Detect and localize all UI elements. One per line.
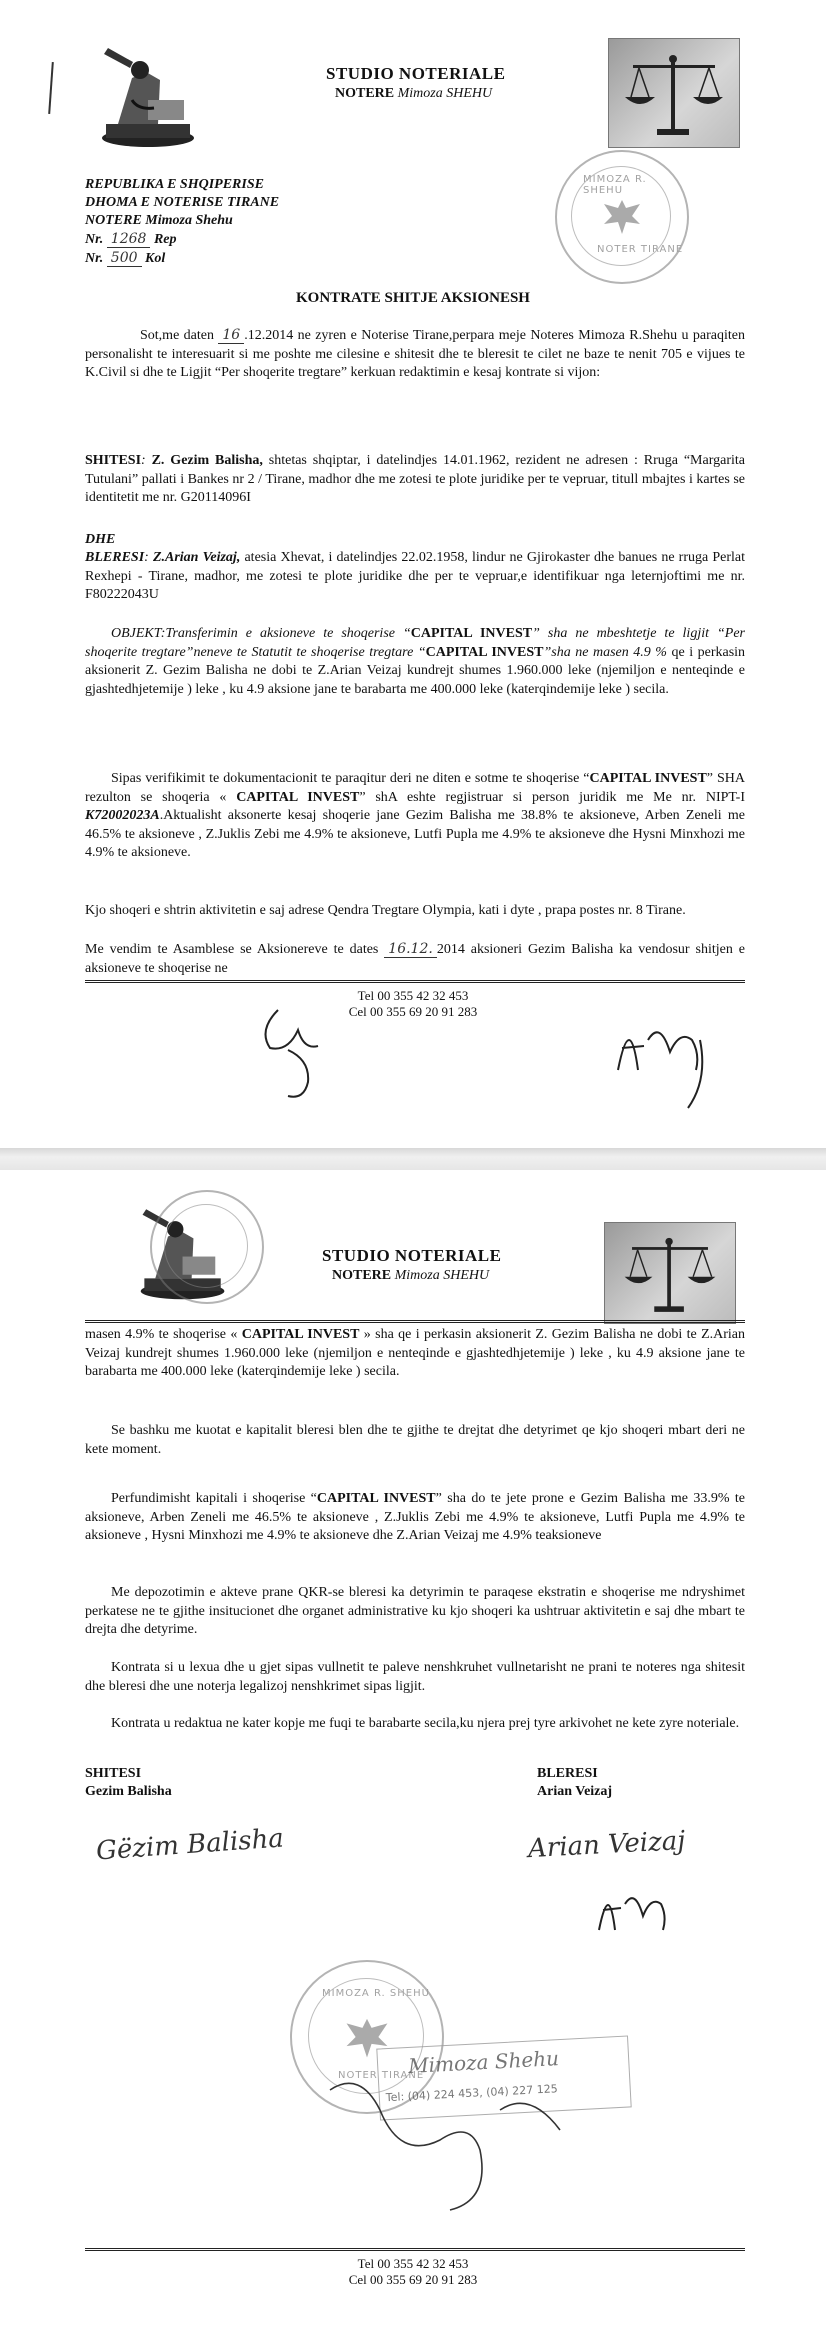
studio-title-2: STUDIO NOTERIALE (322, 1246, 502, 1265)
footer-divider (85, 980, 745, 983)
kuotat-paragraph: Se bashku me kuotat e kapitalit bleresi blen dhe te gjithe te drejtat dhe detyrimet qe kjo shoqeri mbart deri ne kete moment. (85, 1423, 745, 1457)
shitesi-text: shtetas shqiptar, i datelindjes 14.01.1962, rezident ne adresen : Rruga “Margarita Tutulani” pallati i Bankes nr 2 / Tirane, madhor dhe me zotesi te plote juridike per te vepruar, titull mbajtes i kartes se identitetit me nr. G20114096I (85, 453, 746, 506)
notere-line: NOTERE Mimoza Shehu (85, 213, 233, 228)
notary-press-logo (88, 40, 198, 150)
objekt-d: qe i perkasin aksionerit Z. Gezim Balisha ne dobi te Z.Arian Veizaj kundrejt shumes 1.960.000 leke (njemiljon e nenteqinde e gjashtedhjetemije ) leke , ku 4.9 aksione jane te barabarta me 400.000 leke (katerqindemije leke ) secila. (85, 644, 746, 697)
notere-label-2: NOTERE (332, 1268, 392, 1283)
intro-paragraph (85, 326, 745, 383)
objekt-paragraph (85, 625, 745, 699)
shitesi-name: Z. Gezim Balisha, (151, 453, 263, 468)
seller-initials-signature (248, 990, 358, 1110)
notary-header-2 (332, 1268, 489, 1284)
justice-scale-logo (608, 38, 740, 148)
intro-a: Sot,me daten (140, 328, 214, 343)
perf-company: CAPITAL INVEST (316, 1491, 436, 1506)
aktiviteti-paragraph: Kjo shoqeri e shtrin aktivitetin e saj adrese Qendra Tregtare Olympia, kati i dyte , prapa postes nr. 8 Tirane. (85, 903, 686, 918)
shitesi-label: SHITESI (85, 453, 142, 468)
bleresi-paragraph: BLERESI: Z.Arian Veizaj, atesia Xhevat, i datelindjes 22.02.1958, lindur ne Gjirokaster dhe banues ne rruga Perlat Rexhepi - Tirane, madhor, me zotesi te plote juridike dhe per te vepruar,e identifikuar nga leternjoftimi me nr. F80222043U (85, 550, 746, 603)
nr-kol-suffix: Kol (145, 251, 166, 266)
notary-header (335, 86, 492, 102)
verifikim-d: .Aktualisht aksonerte kesaj shoqerie jane Gezim Balisha me 38.8% te aksioneve, Arben Zeneli me 46.5% te aksioneve , Z.Juklis Zebi me 4.9% te aksioneve, Lutfi Pupla me 4.9% te aksioneve dhe Hysni Minxhozi me 4.9% te aksioneve. (85, 808, 745, 861)
seal-ring-text: MIMOZA R. SHEHU (583, 174, 647, 196)
page-separator (0, 1148, 826, 1170)
depozitimi-paragraph: Me depozotimin e akteve prane QKR-se bleresi ka detyrimin te paraqese ekstratin e shoqerise me ndryshimet perkatese ne te gjithe insitucionet dhe organet administrative ku kjo shoqeri ka ushtruar aktivitetin e saj dhe mbart te drejta dhe detyrime. (85, 1585, 745, 1638)
footer-divider-2 (85, 2248, 745, 2251)
objekt-company-2: CAPITAL INVEST (425, 644, 544, 660)
bleresi-label: BLERESI (85, 550, 145, 565)
nr-rep-value: 1268 (107, 231, 151, 248)
footer-tel-2: Tel 00 355 42 32 453 (357, 2256, 469, 2271)
buyer-signature: Arian Veizaj (527, 1825, 687, 1865)
seller-signature: Gëzim Balisha (95, 1823, 285, 1867)
nr-kol-line (85, 249, 279, 268)
justice-scale-logo-2 (604, 1222, 736, 1324)
shitesi-sig-label: SHITESI (85, 1766, 142, 1781)
notary-signature (300, 2050, 590, 2220)
vendim-b: 2014 (436, 942, 465, 957)
nr-rep-line (85, 230, 279, 249)
verifikim-a: Sipas verifikimit te dokumentacionit te paraqitur deri ne diten e sotme te shoqerise “ (111, 771, 590, 786)
document-page-2 (0, 1170, 826, 2338)
bleresi-name: Z.Arian Veizaj, (152, 550, 241, 565)
intro-b: .12.2014 ne zyren e Noterise Tirane,perpara meje Noteres Mimoza R.Shehu u paraqiten personalisht te interesuarit si me poshte me cilesine e shitesit dhe te bleresit te cilet ne baze te nenit 705 e vijues te K.Civil si dhe te Ligjit “Per shoqerite tregtare” kerkuan redaktimin e kesaj kontrate si vijon: (85, 328, 745, 381)
shitesi-sig-name: Gezim Balisha (85, 1784, 172, 1799)
notary-seal (555, 150, 689, 284)
cont-b: » sha qe i perkasin aksionerit Z. Gezim Balisha ne dobi te Z.Arian Veizaj kundrejt shumes 1.960.000 leke (njemiljon e nenteqinde e gjashtedhjetemije ) leke , ku 4.9 aksione jane te barabarta me 400.000 leke (katerqindemije leke ) secila. (85, 1327, 746, 1380)
scales-icon-2 (605, 1223, 735, 1323)
objekt-c: ”sha ne masen 4.9 % (543, 644, 667, 660)
notary-stamp-tel: Tel: (04) 224 453, (04) 227 125 (385, 2082, 558, 2105)
footer-cel-2: Cel 00 355 69 20 91 283 (348, 2272, 478, 2287)
perf-a: Perfundimisht kapitali i shoqerise “ (111, 1491, 317, 1506)
verifikim-c: ” shA eshte regjistruar si person juridik me Me nr. NIPT-I (359, 789, 746, 805)
bleresi-text: atesia Xhevat, i datelindjes 22.02.1958, lindur ne Gjirokaster dhe banues ne rruga Perlat Rexhepi - Tirane, madhor, me zotesi te plote juridike dhe per te vepruar,e identifikuar nga leternjoftimi me nr. F80222043U (85, 550, 746, 603)
eagle-emblem-icon (600, 194, 644, 238)
objekt-a: OBJEKT:Transferimin e aksioneve te shoqerise “ (111, 626, 411, 641)
buyer-initials-signature (600, 1000, 720, 1120)
nipt-value: K72002023A (85, 808, 160, 824)
authority-block (85, 176, 279, 268)
continuation-paragraph (85, 1326, 745, 1382)
document-page-1 (0, 0, 826, 1148)
seal2-ring-text: MIMOZA R. SHEHU (322, 1988, 430, 1999)
republika-line: REPUBLIKA E SHQIPERISE (85, 177, 264, 192)
notary-seal-page2-header (150, 1190, 264, 1304)
bleresi-sig-name: Arian Veizaj (537, 1784, 613, 1799)
notere-name-2: Mimoza SHEHU (394, 1268, 490, 1283)
footer-cel: Cel 00 355 69 20 91 283 (348, 1004, 478, 1019)
cont-a: masen 4.9% te shoqerise « (85, 1327, 238, 1342)
notere-name: Mimoza SHEHU (397, 86, 493, 101)
nr-kol-value: 500 (107, 250, 142, 267)
studio-title: STUDIO NOTERIALE (326, 64, 506, 83)
verifikim-paragraph: Sipas verifikimit te dokumentacionit te paraqitur deri ne diten e sotme te shoqerise “CAPITAL INVEST” SHA rezulton se shoqeria « CAPITAL INVEST” shA eshte regjistruar si person juridik me Me nr. NIPT-I K72002023A.Aktualisht aksonerte kesaj shoqerie jane Gezim Balisha me 38.8% te aksioneve, Arben Zeneli me 46.5% te aksioneve , Z.Juklis Zebi me 4.9% te aksioneve, Lutfi Pupla me 4.9% te aksioneve dhe Hysni Minxhozi me 4.9% te aksioneve. (85, 771, 746, 861)
header-divider-2 (85, 1320, 745, 1323)
verifikim-company: CAPITAL INVEST (589, 771, 707, 786)
nr-kol-label: Nr. (85, 251, 104, 266)
perf-b: ” sha do te jete prone e Gezim Balisha me 33.9% te aksioneve, Arben Zeneli me 46.5% te aksioneve , Z.Juklis Zebi me 4.9% te aksioneve, Lutfi Pupla me 4.9% te aksioneve , Hysni Minxhozi me 4.9% te aksioneve dhe Z.Arian Veizaj me 4.9% teaksioneve (85, 1491, 746, 1544)
objekt-company: CAPITAL INVEST (410, 626, 533, 641)
kopje-paragraph: Kontrata u redaktua ne kater kopje me fuqi te barabarte secila,ku njera prej tyre arkivohet ne kete zyre noteriale. (111, 1716, 740, 1731)
contract-title: KONTRATE SHITJE AKSIONESH (296, 290, 530, 306)
bleresi-sig-label: BLERESI (537, 1766, 598, 1781)
verifikim-company-2: CAPITAL INVEST (236, 789, 360, 805)
kontrata-lexua-paragraph: Kontrata si u lexua dhe u gjet sipas vullnetit te paleve nenshkruhet vullnetarisht ne prani te noteres nga shitesit dhe bleresi dhe une noterja legalizoj nenshkrimet sipas ligjit. (85, 1660, 745, 1694)
buyer-initials-page2 (585, 1870, 675, 1960)
nr-rep-suffix: Rep (153, 232, 177, 247)
shitesi-paragraph: SHITESI: Z. Gezim Balisha, shtetas shqiptar, i datelindjes 14.01.1962, rezident ne adresen : Rruga “Margarita Tutulani” pallati i Bankes nr 2 / Tirane, madhor dhe me zotesi te plote juridike per te vepruar, titull mbajtes i kartes se identitetit me nr. G20114096I (85, 453, 746, 506)
seal-bottom-text: NOTER TIRANE (597, 244, 684, 255)
seller-signature-block (85, 1765, 172, 1801)
cont-company: CAPITAL INVEST (241, 1327, 360, 1342)
buyer-signature-block (537, 1765, 612, 1801)
dhoma-line: DHOMA E NOTERISE TIRANE (85, 195, 280, 210)
perfundimisht-paragraph (85, 1490, 745, 1546)
vendim-date: 16.12. (384, 941, 437, 958)
intro-date: 16 (218, 327, 244, 344)
seal2-bottom-text: NOTER TIRANE (338, 2070, 425, 2081)
objekt-b: ” sha ne mbeshtetje te ligjit “Per shoqerite tregtare”neneve te Statutit te shoqerise tregtare “ (85, 626, 745, 660)
nr-rep-label: Nr. (85, 232, 104, 247)
vendim-paragraph (85, 940, 745, 978)
notere-label: NOTERE (335, 86, 395, 101)
scales-icon (609, 39, 739, 147)
vendim-a: Me vendim te Asamblese se Aksionereve te dates (85, 942, 379, 957)
verifikim-b: ” SHA rezulton se shoqeria (85, 771, 745, 805)
dhe-label: DHE (85, 532, 116, 547)
footer-contacts-2 (0, 2256, 826, 2288)
notary-stamp-name: Mimoza Shehu (407, 2046, 560, 2078)
scan-mark (48, 62, 54, 114)
footer-tel: Tel 00 355 42 32 453 (357, 988, 469, 1003)
vendim-c: aksioneri Gezim Balisha ka vendosur shitjen e aksioneve te shoqerise ne (85, 942, 745, 976)
